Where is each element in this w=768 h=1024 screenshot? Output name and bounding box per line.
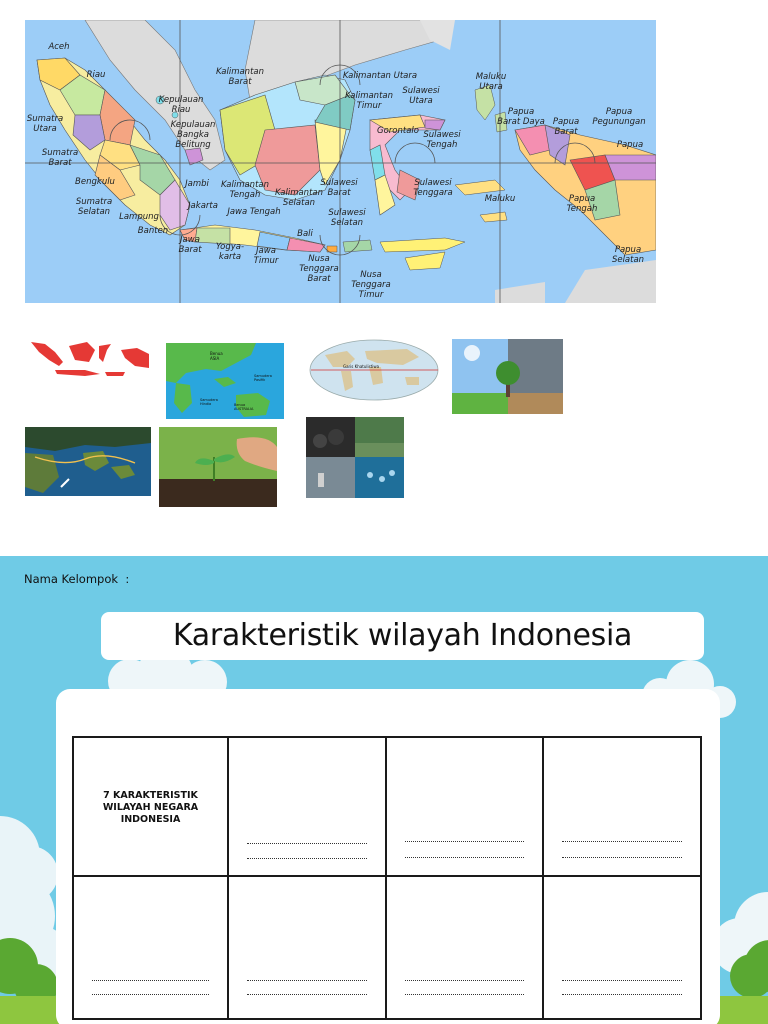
answer-line[interactable]: [247, 980, 367, 981]
svg-text:Hindia: Hindia: [200, 402, 212, 406]
answer-cell[interactable]: [387, 877, 544, 1018]
answer-line[interactable]: [92, 994, 209, 995]
map-label: Jakarta: [188, 201, 218, 211]
map-label: Kalimantan Tengah: [220, 180, 270, 200]
map-label: Sulawesi Barat: [320, 178, 358, 198]
map-label: Sumatra Barat: [41, 148, 79, 168]
answer-cell[interactable]: [229, 877, 387, 1018]
worksheet-title: Karakteristik wilayah Indonesia: [172, 618, 633, 653]
map-label: Bengkulu: [75, 177, 115, 187]
map-label: Sulawesi Utara: [402, 86, 440, 106]
map-label: Lampung: [119, 212, 159, 222]
answer-line[interactable]: [405, 857, 524, 858]
answer-line[interactable]: [247, 858, 367, 859]
map-label: Sumatra Selatan: [75, 197, 113, 217]
map-label: Sulawesi Selatan: [328, 208, 366, 228]
table-heading: 7 KARAKTERISTIK WILAYAH NEGARA INDONESIA: [102, 790, 199, 825]
map-label: Sulawesi Tengah: [423, 130, 461, 150]
map-label: Yogya- karta: [215, 242, 245, 262]
map-graphic: [25, 20, 656, 303]
natural-resources-collage-icon: [306, 417, 404, 498]
map-label: Kalimantan Selatan: [274, 188, 324, 208]
answer-line[interactable]: [562, 841, 682, 842]
table-heading-cell: [74, 738, 229, 877]
map-label: Aceh: [48, 42, 70, 52]
answer-cell[interactable]: [544, 738, 700, 877]
answer-line[interactable]: [405, 841, 524, 842]
answer-line[interactable]: [562, 857, 682, 858]
characteristics-table: [72, 736, 702, 1020]
map-label: Papua Tengah: [566, 194, 598, 214]
map-label: Papua Barat Daya: [497, 107, 545, 127]
answer-line[interactable]: [92, 980, 209, 981]
group-name-label: Nama Kelompok :: [24, 572, 130, 586]
map-label: Jawa Timur: [253, 246, 279, 266]
map-label: Papua Barat: [552, 117, 580, 137]
answer-cell[interactable]: [74, 877, 229, 1018]
map-label: Bali: [297, 229, 313, 239]
world-map-icon: [307, 337, 442, 403]
map-label: Maluku: [484, 194, 516, 204]
map-label: Kalimantan Utara: [342, 71, 418, 81]
map-label: Jawa Tengah: [227, 207, 281, 217]
map-label: Sulawesi Tenggara: [413, 178, 453, 198]
map-label: Papua Selatan: [611, 245, 645, 265]
svg-text:Samudera: Samudera: [200, 398, 218, 402]
answer-line[interactable]: [562, 994, 682, 995]
svg-text:Garis Khatulistiwa: Garis Khatulistiwa: [343, 364, 380, 369]
answer-line[interactable]: [247, 843, 367, 844]
map-label: Banten: [137, 226, 169, 236]
title-banner: [101, 612, 704, 660]
map-label: Jawa Barat: [178, 235, 202, 255]
map-label: Sumatra Utara: [26, 114, 64, 134]
svg-text:Benua: Benua: [234, 403, 246, 407]
svg-text:ASIA: ASIA: [210, 356, 220, 361]
indonesia-province-map: [25, 20, 656, 303]
answer-line[interactable]: [247, 994, 367, 995]
trade-route-globe-icon: [25, 427, 151, 496]
map-label: Jambi: [185, 179, 209, 189]
indonesia-map-red-icon: [25, 336, 152, 382]
svg-text:AUSTRALIA: AUSTRALIA: [234, 407, 254, 411]
answer-cell[interactable]: [387, 738, 544, 877]
svg-text:Benua: Benua: [210, 351, 223, 356]
answer-cell[interactable]: [229, 738, 387, 877]
map-label: Kepulauan Bangka Belitung: [170, 120, 216, 150]
answer-line[interactable]: [562, 980, 682, 981]
map-label: Kepulauan Riau: [158, 95, 204, 115]
seedling-hands-icon: [159, 427, 277, 507]
map-label: Papua: [616, 140, 644, 150]
map-label: Nusa Tenggara Timur: [351, 270, 391, 300]
asia-australia-map-icon: [166, 343, 284, 419]
map-label: Gorontalo: [377, 126, 419, 136]
map-label: Kalimantan Timur: [344, 91, 394, 111]
map-label: Nusa Tenggara Barat: [299, 254, 339, 284]
svg-text:Pasifik: Pasifik: [254, 378, 266, 382]
map-label: Riau: [86, 70, 106, 80]
answer-line[interactable]: [405, 994, 524, 995]
svg-text:Samudera: Samudera: [254, 374, 272, 378]
answer-cell[interactable]: [544, 877, 700, 1018]
map-label: Kalimantan Barat: [215, 67, 265, 87]
answer-line[interactable]: [405, 980, 524, 981]
map-label: Papua Pegunungan: [592, 107, 646, 127]
climate-tree-icon: [452, 339, 563, 414]
map-label: Maluku Utara: [475, 72, 507, 92]
